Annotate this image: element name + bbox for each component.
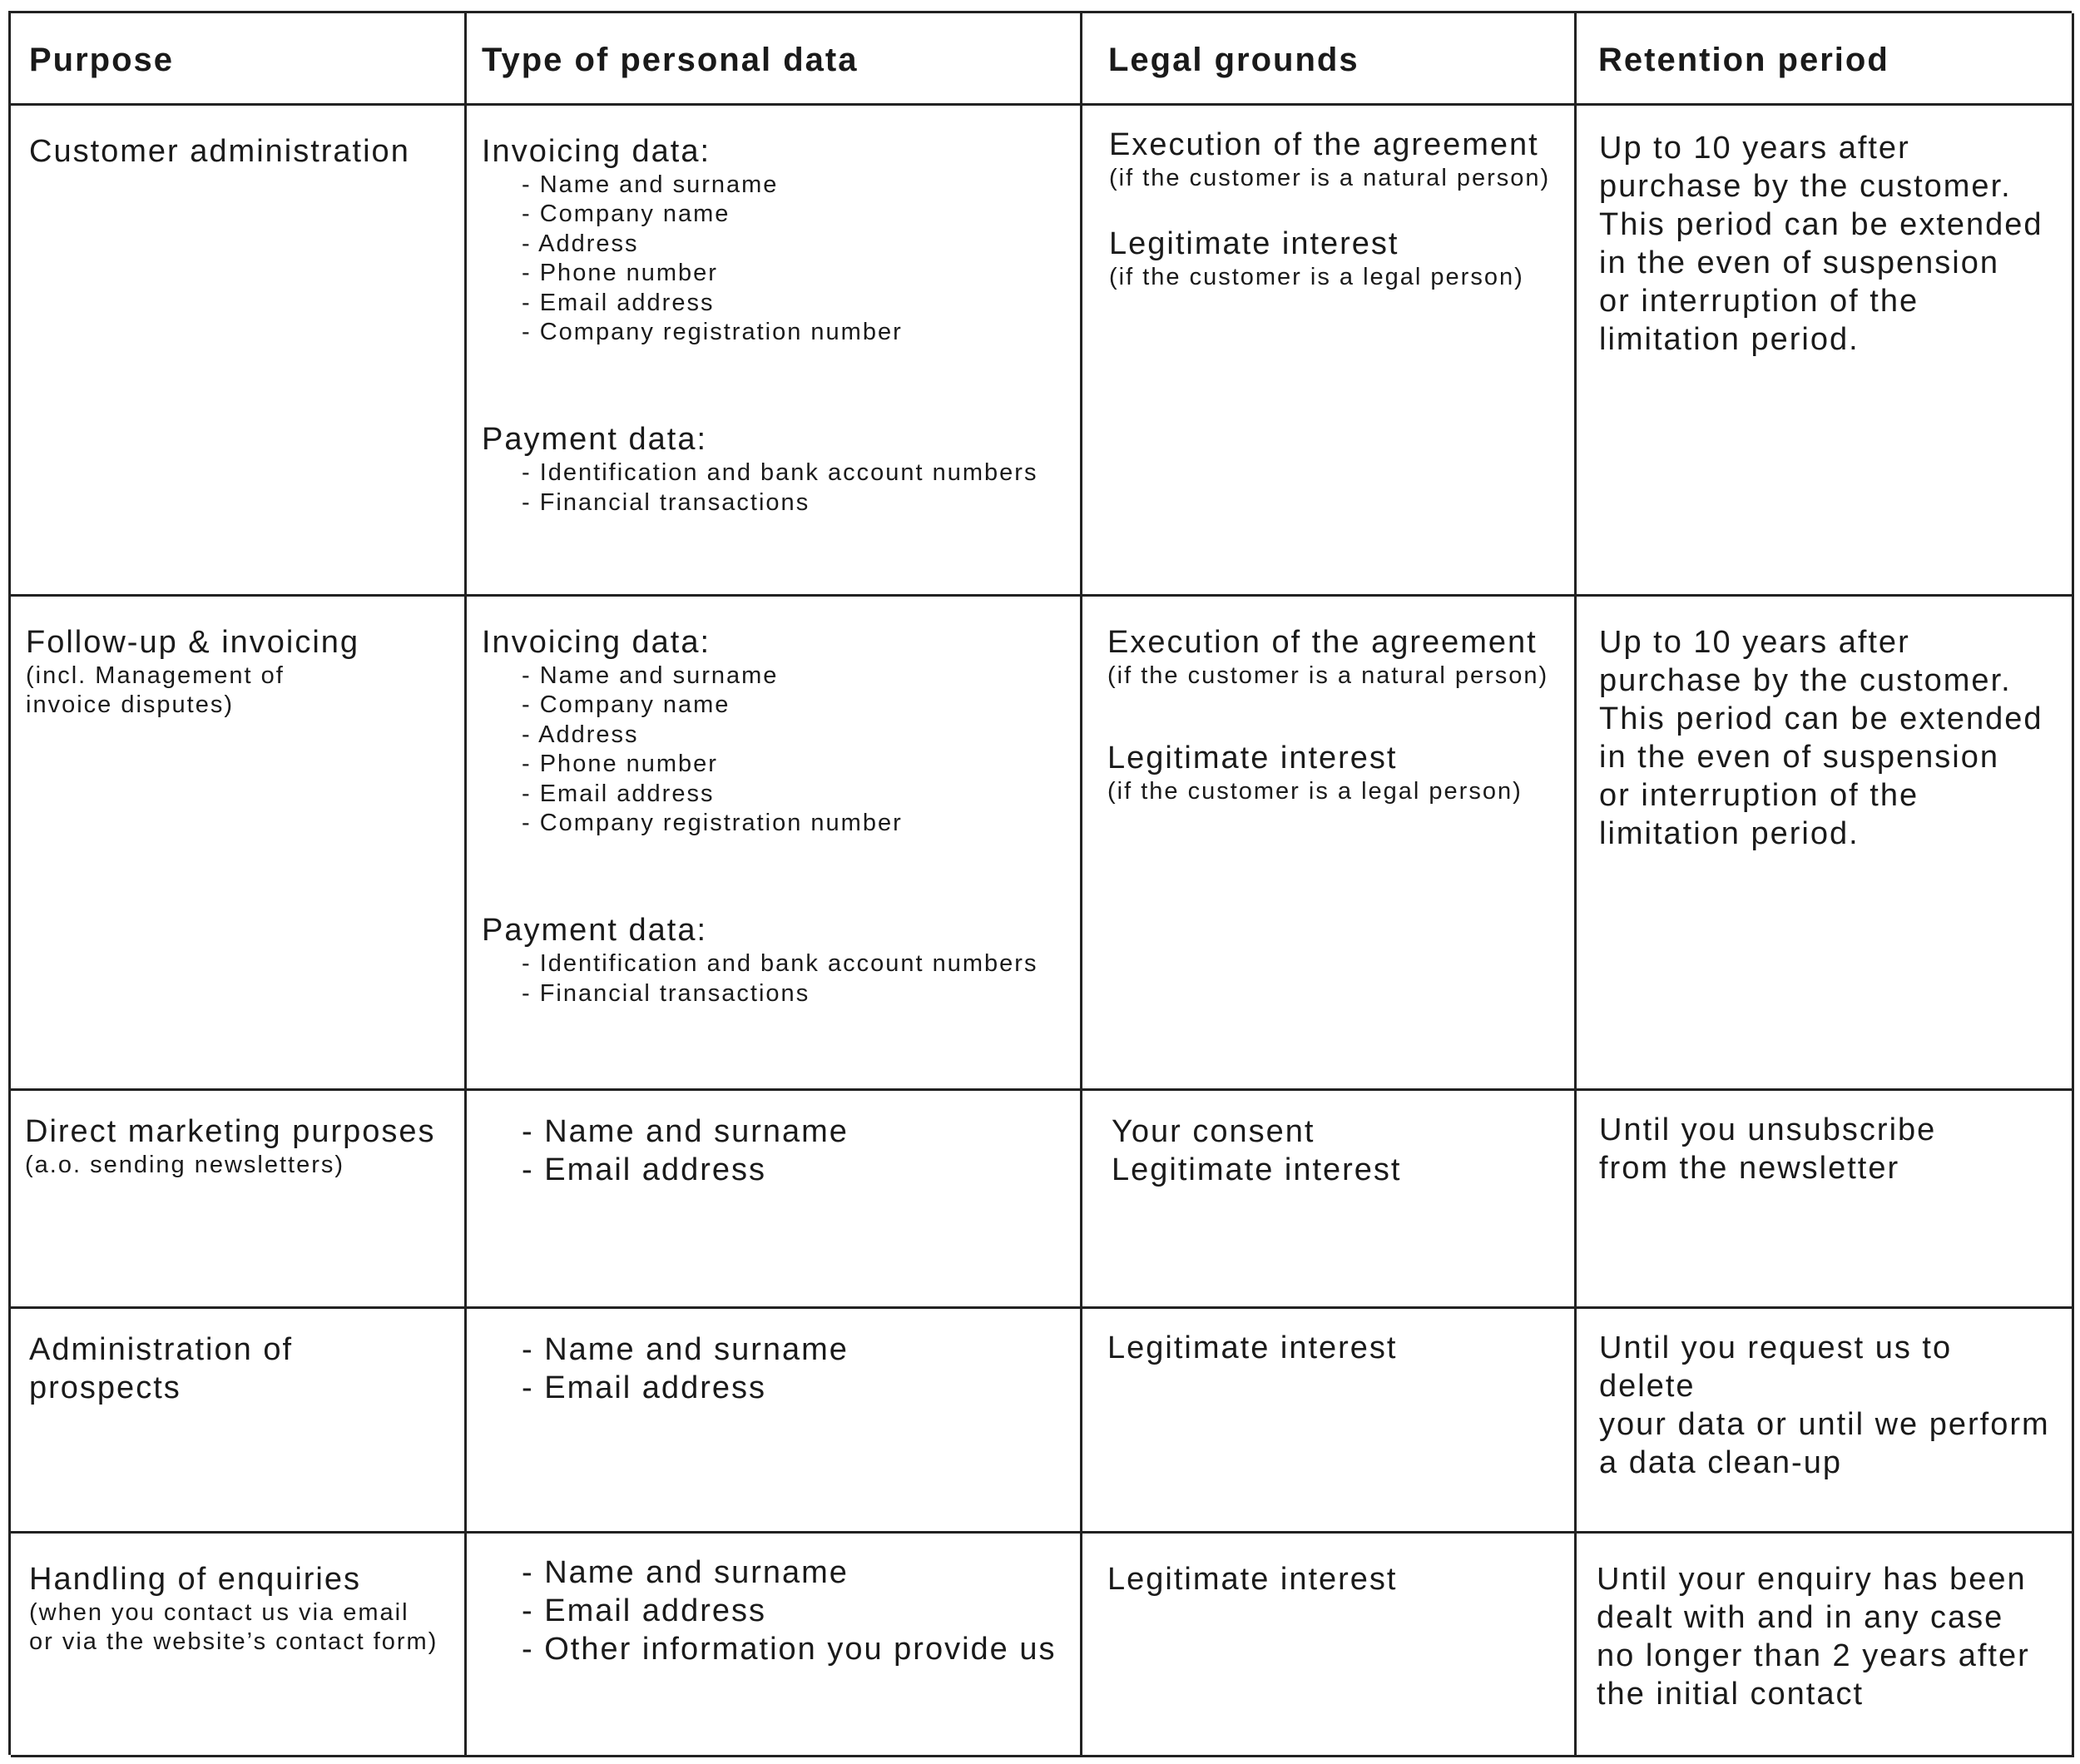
row3-legal-line: Your consent bbox=[1112, 1114, 1315, 1149]
list-item: - Phone number bbox=[522, 750, 1062, 779]
row5-purpose-note: (when you contact us via email bbox=[29, 1599, 409, 1626]
retention-line: This period can be extended bbox=[1599, 701, 2043, 736]
list-item: - Company registration number bbox=[522, 809, 1062, 838]
row2-retention-cell bbox=[1577, 597, 2074, 1091]
row1-invoicing-list bbox=[482, 171, 1062, 347]
list-item: - Address bbox=[522, 230, 1062, 259]
retention-line: Until you request us to delete bbox=[1599, 1330, 1953, 1404]
list-item: - Identification and bank account numbers bbox=[522, 949, 1062, 979]
list-item: - Name and surname bbox=[522, 1553, 1062, 1592]
row5-retention-cell bbox=[1577, 1534, 2074, 1757]
list-item: - Other information you provide us bbox=[522, 1630, 1062, 1668]
retention-line: in the even of suspension bbox=[1599, 740, 1999, 775]
list-item: - Email address bbox=[522, 1369, 1062, 1407]
retention-line: the initial contact bbox=[1597, 1677, 1865, 1712]
row3-data-list bbox=[482, 1112, 1062, 1189]
row2-purpose-note: invoice disputes) bbox=[26, 691, 234, 718]
row4-data-cell bbox=[467, 1309, 1082, 1534]
row1-purpose-cell bbox=[11, 106, 467, 597]
row2-payment-title: Payment data: bbox=[482, 913, 708, 949]
row5-purpose-cell bbox=[11, 1534, 467, 1757]
header-purpose: Purpose bbox=[11, 13, 467, 106]
retention-line: no longer than 2 years after bbox=[1597, 1638, 2030, 1673]
retention-line: limitation period. bbox=[1599, 322, 1860, 357]
list-item: - Address bbox=[522, 721, 1062, 750]
retention-line: a data clean-up bbox=[1599, 1445, 1842, 1480]
row3-purpose: Direct marketing purposes bbox=[25, 1114, 436, 1149]
retention-line: or interruption of the bbox=[1599, 284, 1919, 319]
row2-legal-cell bbox=[1082, 597, 1577, 1091]
row1-purpose: Customer administration bbox=[29, 134, 410, 169]
row5-legal-line: Legitimate interest bbox=[1107, 1562, 1398, 1597]
row2-purpose: Follow-up & invoicing bbox=[26, 625, 360, 660]
row1-legal2-note: (if the customer is a legal person) bbox=[1109, 264, 1524, 290]
row5-purpose: Handling of enquiries bbox=[29, 1562, 362, 1597]
row4-legal-line: Legitimate interest bbox=[1107, 1330, 1398, 1365]
retention-line: from the newsletter bbox=[1599, 1151, 1900, 1186]
row3-legal-cell bbox=[1082, 1091, 1577, 1309]
retention-line: your data or until we perform bbox=[1599, 1407, 2050, 1442]
header-legal-grounds: Legal grounds bbox=[1082, 13, 1577, 106]
row2-invoicing-title: Invoicing data: bbox=[482, 625, 711, 660]
row5-legal-cell bbox=[1082, 1534, 1577, 1757]
row1-legal-cell bbox=[1082, 106, 1577, 597]
row2-legal2-note: (if the customer is a legal person) bbox=[1107, 778, 1523, 805]
list-item: - Company name bbox=[522, 691, 1062, 720]
row4-data-list bbox=[482, 1330, 1062, 1407]
header-retention-period: Retention period bbox=[1577, 13, 2074, 106]
row5-purpose-note: or via the website’s contact form) bbox=[29, 1628, 438, 1655]
row3-purpose-note: (a.o. sending newsletters) bbox=[25, 1152, 345, 1178]
row3-purpose-cell bbox=[11, 1091, 467, 1309]
row1-legal1: Execution of the agreement bbox=[1109, 127, 1539, 162]
row2-invoicing-list bbox=[482, 662, 1062, 838]
row3-retention-cell bbox=[1577, 1091, 2074, 1309]
row2-purpose-note: (incl. Management of bbox=[26, 662, 285, 689]
list-item: - Name and surname bbox=[522, 171, 1062, 200]
list-item: - Name and surname bbox=[522, 1112, 1062, 1151]
row2-payment-list bbox=[482, 949, 1062, 1008]
header-type-of-personal-data: Type of personal data bbox=[467, 13, 1082, 106]
row1-legal1-note: (if the customer is a natural person) bbox=[1109, 165, 1551, 191]
row1-payment-title: Payment data: bbox=[482, 422, 708, 458]
retention-line: purchase by the customer. bbox=[1599, 663, 2012, 698]
list-item: - Name and surname bbox=[522, 662, 1062, 691]
row1-legal2: Legitimate interest bbox=[1109, 226, 1399, 261]
retention-line: This period can be extended bbox=[1599, 207, 2043, 242]
list-item: - Email address bbox=[522, 780, 1062, 809]
list-item: - Identification and bank account numbers bbox=[522, 458, 1062, 488]
list-item: - Email address bbox=[522, 289, 1062, 318]
list-item: - Financial transactions bbox=[522, 488, 1062, 518]
retention-line: or interruption of the bbox=[1599, 778, 1919, 813]
list-item: - Email address bbox=[522, 1592, 1062, 1630]
retention-line: in the even of suspension bbox=[1599, 245, 1999, 280]
list-item: - Company name bbox=[522, 200, 1062, 229]
row1-retention-cell bbox=[1577, 106, 2074, 597]
row2-legal1-note: (if the customer is a natural person) bbox=[1107, 662, 1549, 689]
retention-line: limitation period. bbox=[1599, 816, 1860, 851]
row3-legal-line: Legitimate interest bbox=[1112, 1152, 1402, 1187]
data-processing-table bbox=[8, 11, 2072, 1755]
row2-legal1: Execution of the agreement bbox=[1107, 625, 1538, 660]
retention-line: Up to 10 years after bbox=[1599, 625, 1910, 660]
list-item: - Email address bbox=[522, 1151, 1062, 1189]
list-item: - Company registration number bbox=[522, 318, 1062, 347]
row1-payment-list bbox=[482, 458, 1062, 518]
retention-line: dealt with and in any case bbox=[1597, 1600, 2004, 1635]
row4-purpose: Administration of prospects bbox=[29, 1332, 294, 1405]
retention-line: Up to 10 years after bbox=[1599, 131, 1910, 166]
row5-data-list bbox=[482, 1553, 1062, 1668]
retention-line: purchase by the customer. bbox=[1599, 169, 2012, 204]
row3-data-cell bbox=[467, 1091, 1082, 1309]
row5-data-cell bbox=[467, 1534, 1082, 1757]
retention-line: Until your enquiry has been bbox=[1597, 1562, 2027, 1597]
row2-legal2: Legitimate interest bbox=[1107, 741, 1398, 775]
row1-invoicing-title: Invoicing data: bbox=[482, 134, 711, 169]
retention-line: Until you unsubscribe bbox=[1599, 1112, 1937, 1147]
row4-legal-cell bbox=[1082, 1309, 1577, 1534]
row1-data-cell bbox=[467, 106, 1082, 597]
list-item: - Phone number bbox=[522, 259, 1062, 288]
row2-purpose-cell bbox=[11, 597, 467, 1091]
row4-retention-cell bbox=[1577, 1309, 2074, 1534]
list-item: - Financial transactions bbox=[522, 979, 1062, 1008]
row2-data-cell bbox=[467, 597, 1082, 1091]
list-item: - Name and surname bbox=[522, 1330, 1062, 1369]
row4-purpose-cell bbox=[11, 1309, 467, 1534]
